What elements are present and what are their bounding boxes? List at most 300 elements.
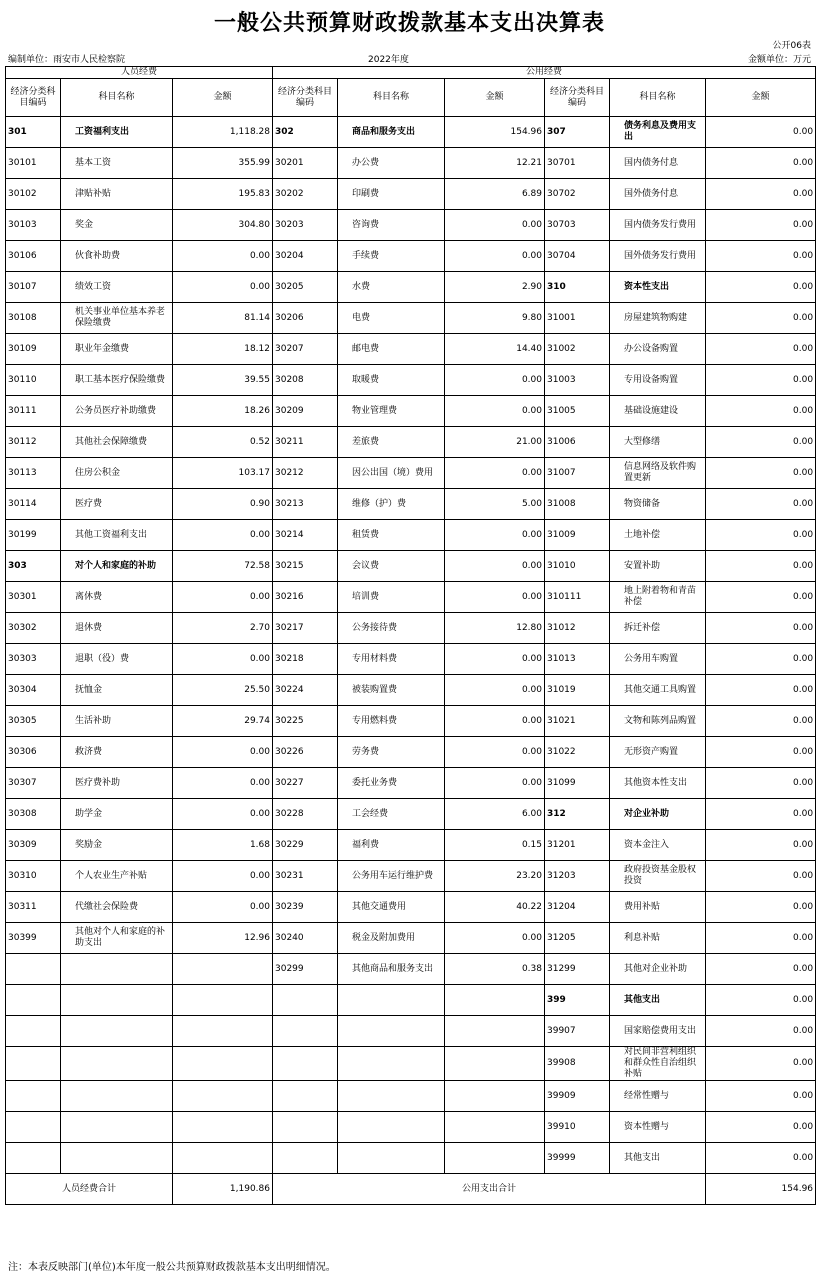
amount-cell: 6.00 — [445, 799, 545, 830]
amount-cell: 0.00 — [173, 644, 273, 675]
name-cell: 国外债务付息 — [610, 179, 706, 210]
name-cell — [61, 954, 173, 985]
table-row — [6, 241, 816, 272]
table-row — [6, 768, 816, 799]
code-cell — [6, 1016, 61, 1047]
amount-cell: 0.00 — [445, 520, 545, 551]
code-cell: 303 — [6, 551, 61, 582]
amount-cell: 0.00 — [445, 675, 545, 706]
amount-cell: 0.00 — [706, 892, 816, 923]
amount-cell: 304.80 — [173, 210, 273, 241]
name-cell: 维修（护）费 — [338, 489, 445, 520]
code-cell: 30215 — [273, 551, 338, 582]
amount-cell — [445, 1047, 545, 1081]
table-row — [6, 1081, 816, 1112]
name-cell: 劳务费 — [338, 737, 445, 768]
name-cell — [338, 1016, 445, 1047]
amount-cell: 1.68 — [173, 830, 273, 861]
amount-cell: 18.26 — [173, 396, 273, 427]
code-cell: 30106 — [6, 241, 61, 272]
table-row — [6, 582, 816, 613]
name-cell: 拆迁补偿 — [610, 613, 706, 644]
amount-cell: 0.00 — [706, 706, 816, 737]
amount-cell: 23.20 — [445, 861, 545, 892]
name-cell — [61, 1081, 173, 1112]
name-cell: 住房公积金 — [61, 458, 173, 489]
amount-cell: 0.00 — [706, 303, 816, 334]
amount-cell — [173, 1047, 273, 1081]
amount-cell: 0.00 — [706, 613, 816, 644]
name-cell: 其他社会保障缴费 — [61, 427, 173, 458]
table-row — [6, 923, 816, 954]
table-row — [6, 706, 816, 737]
name-cell: 专用燃料费 — [338, 706, 445, 737]
name-cell — [61, 1016, 173, 1047]
name-cell: 对民间非营利组织和群众性自治组织补贴 — [610, 1047, 706, 1081]
name-cell: 邮电费 — [338, 334, 445, 365]
code-cell: 31099 — [545, 768, 610, 799]
code-cell: 312 — [545, 799, 610, 830]
name-cell: 其他支出 — [610, 985, 706, 1016]
code-cell: 31003 — [545, 365, 610, 396]
amount-cell — [445, 1081, 545, 1112]
code-cell: 30212 — [273, 458, 338, 489]
code-cell: 310111 — [545, 582, 610, 613]
amount-cell: 0.00 — [706, 396, 816, 427]
name-cell: 工资福利支出 — [61, 117, 173, 148]
code-cell — [6, 954, 61, 985]
code-cell: 31012 — [545, 613, 610, 644]
name-cell: 取暖费 — [338, 365, 445, 396]
name-cell: 医疗费 — [61, 489, 173, 520]
table-row — [6, 861, 816, 892]
name-cell: 会议费 — [338, 551, 445, 582]
table-row — [6, 830, 816, 861]
code-cell: 30202 — [273, 179, 338, 210]
name-cell: 个人农业生产补贴 — [61, 861, 173, 892]
code-cell: 39910 — [545, 1112, 610, 1143]
table-row — [6, 303, 816, 334]
code-cell: 30226 — [273, 737, 338, 768]
amount-cell: 29.74 — [173, 706, 273, 737]
col-header-name: 科目名称 — [61, 79, 173, 117]
code-cell: 31021 — [545, 706, 610, 737]
table-row — [6, 1143, 816, 1174]
name-cell: 助学金 — [61, 799, 173, 830]
code-cell: 310 — [545, 272, 610, 303]
name-cell: 抚恤金 — [61, 675, 173, 706]
table-row — [6, 1047, 816, 1081]
amount-cell: 72.58 — [173, 551, 273, 582]
name-cell: 其他商品和服务支出 — [338, 954, 445, 985]
name-cell: 国家赔偿费用支出 — [610, 1016, 706, 1047]
public-total-label: 公用支出合计 — [273, 1174, 706, 1205]
name-cell: 电费 — [338, 303, 445, 334]
amount-cell: 12.96 — [173, 923, 273, 954]
amount-cell — [173, 1143, 273, 1174]
code-cell: 30308 — [6, 799, 61, 830]
amount-cell: 0.00 — [706, 427, 816, 458]
code-cell: 30199 — [6, 520, 61, 551]
table-row — [6, 892, 816, 923]
name-cell: 安置补助 — [610, 551, 706, 582]
code-cell: 31299 — [545, 954, 610, 985]
personnel-total-amount: 1,190.86 — [173, 1174, 273, 1205]
amount-cell: 0.00 — [445, 737, 545, 768]
code-cell: 30703 — [545, 210, 610, 241]
code-cell: 30228 — [273, 799, 338, 830]
name-cell: 绩效工资 — [61, 272, 173, 303]
name-cell: 奖金 — [61, 210, 173, 241]
name-cell: 培训费 — [338, 582, 445, 613]
name-cell: 其他对企业补助 — [610, 954, 706, 985]
code-cell: 30216 — [273, 582, 338, 613]
amount-cell — [173, 1112, 273, 1143]
code-cell: 30229 — [273, 830, 338, 861]
table-row — [6, 1112, 816, 1143]
code-cell — [273, 1143, 338, 1174]
code-cell: 31204 — [545, 892, 610, 923]
personnel-header: 人员经费 — [6, 67, 273, 79]
amount-cell: 0.00 — [706, 551, 816, 582]
name-cell: 资本性支出 — [610, 272, 706, 303]
name-cell: 国内债务付息 — [610, 148, 706, 179]
amount-cell: 0.00 — [445, 241, 545, 272]
name-cell: 职工基本医疗保险缴费 — [61, 365, 173, 396]
code-cell: 30217 — [273, 613, 338, 644]
name-cell: 商品和服务支出 — [338, 117, 445, 148]
name-cell: 专用材料费 — [338, 644, 445, 675]
amount-cell — [173, 1016, 273, 1047]
code-cell: 31203 — [545, 861, 610, 892]
amount-cell: 0.00 — [706, 489, 816, 520]
name-cell: 津贴补贴 — [61, 179, 173, 210]
amount-cell: 0.00 — [706, 768, 816, 799]
code-cell: 30306 — [6, 737, 61, 768]
code-cell: 30311 — [6, 892, 61, 923]
code-cell: 30399 — [6, 923, 61, 954]
name-cell: 无形资产购置 — [610, 737, 706, 768]
code-cell: 30109 — [6, 334, 61, 365]
code-cell: 30231 — [273, 861, 338, 892]
code-cell: 30701 — [545, 148, 610, 179]
name-cell: 公务接待费 — [338, 613, 445, 644]
amount-cell: 0.00 — [706, 644, 816, 675]
public-total-amount: 154.96 — [706, 1174, 816, 1205]
code-cell: 31001 — [545, 303, 610, 334]
table-row — [6, 210, 816, 241]
col-header-name: 科目名称 — [610, 79, 706, 117]
amount-cell: 0.00 — [706, 148, 816, 179]
name-cell: 物业管理费 — [338, 396, 445, 427]
table-row — [6, 117, 816, 148]
code-cell: 30240 — [273, 923, 338, 954]
amount-cell: 0.00 — [706, 241, 816, 272]
code-cell: 30211 — [273, 427, 338, 458]
name-cell — [61, 1047, 173, 1081]
name-cell: 差旅费 — [338, 427, 445, 458]
amount-cell: 0.00 — [445, 210, 545, 241]
amount-cell: 9.80 — [445, 303, 545, 334]
amount-cell: 0.00 — [445, 768, 545, 799]
code-cell: 30101 — [6, 148, 61, 179]
code-cell: 39907 — [545, 1016, 610, 1047]
code-cell: 30702 — [545, 179, 610, 210]
name-cell — [338, 1047, 445, 1081]
col-header-name: 科目名称 — [338, 79, 445, 117]
name-cell: 福利费 — [338, 830, 445, 861]
name-cell: 其他工资福利支出 — [61, 520, 173, 551]
amount-cell: 0.00 — [173, 272, 273, 303]
code-cell: 30204 — [273, 241, 338, 272]
amount-cell: 0.00 — [706, 1081, 816, 1112]
code-cell: 30704 — [545, 241, 610, 272]
amount-cell: 0.00 — [706, 210, 816, 241]
code-cell: 30213 — [273, 489, 338, 520]
code-cell: 30239 — [273, 892, 338, 923]
code-cell: 30310 — [6, 861, 61, 892]
name-cell: 对个人和家庭的补助 — [61, 551, 173, 582]
name-cell: 被装购置费 — [338, 675, 445, 706]
amount-cell — [173, 1081, 273, 1112]
code-cell: 31009 — [545, 520, 610, 551]
name-cell: 资本金注入 — [610, 830, 706, 861]
name-cell: 房屋建筑物购建 — [610, 303, 706, 334]
amount-cell: 0.00 — [445, 644, 545, 675]
amount-cell: 14.40 — [445, 334, 545, 365]
table-row — [6, 954, 816, 985]
table-row — [6, 985, 816, 1016]
code-cell: 30102 — [6, 179, 61, 210]
name-cell: 其他交通工具购置 — [610, 675, 706, 706]
amount-cell: 195.83 — [173, 179, 273, 210]
amount-cell: 0.00 — [173, 241, 273, 272]
amount-cell: 0.00 — [445, 582, 545, 613]
name-cell: 离休费 — [61, 582, 173, 613]
name-cell: 费用补贴 — [610, 892, 706, 923]
table-row — [6, 179, 816, 210]
table-row — [6, 396, 816, 427]
col-header-amount: 金额 — [706, 79, 816, 117]
code-cell: 399 — [545, 985, 610, 1016]
amount-cell: 355.99 — [173, 148, 273, 179]
amount-cell: 0.00 — [706, 1143, 816, 1174]
amount-cell: 0.00 — [706, 985, 816, 1016]
fiscal-year: 2022年度 — [368, 55, 409, 65]
name-cell: 委托业务费 — [338, 768, 445, 799]
amount-cell: 0.00 — [706, 861, 816, 892]
code-cell: 30225 — [273, 706, 338, 737]
name-cell: 其他对个人和家庭的补助支出 — [61, 923, 173, 954]
code-cell: 30209 — [273, 396, 338, 427]
code-cell: 39999 — [545, 1143, 610, 1174]
code-cell: 307 — [545, 117, 610, 148]
form-number: 公开06表 — [772, 41, 811, 51]
amount-cell: 0.90 — [173, 489, 273, 520]
name-cell: 办公费 — [338, 148, 445, 179]
code-cell — [6, 985, 61, 1016]
amount-cell: 2.90 — [445, 272, 545, 303]
name-cell: 代缴社会保险费 — [61, 892, 173, 923]
amount-cell: 0.00 — [706, 923, 816, 954]
name-cell: 物资储备 — [610, 489, 706, 520]
code-cell — [6, 1143, 61, 1174]
name-cell: 基本工资 — [61, 148, 173, 179]
page-title: 一般公共预算财政拨款基本支出决算表 — [213, 11, 605, 36]
code-cell: 30103 — [6, 210, 61, 241]
name-cell: 信息网络及软件购置更新 — [610, 458, 706, 489]
code-cell: 31022 — [545, 737, 610, 768]
amount-cell: 1,118.28 — [173, 117, 273, 148]
amount-cell — [445, 985, 545, 1016]
table-row — [6, 613, 816, 644]
code-cell: 30112 — [6, 427, 61, 458]
name-cell: 水费 — [338, 272, 445, 303]
name-cell: 生活补助 — [61, 706, 173, 737]
amount-cell: 0.00 — [706, 1047, 816, 1081]
code-cell: 302 — [273, 117, 338, 148]
code-cell: 31007 — [545, 458, 610, 489]
amount-cell — [173, 954, 273, 985]
name-cell: 债务利息及费用支出 — [610, 117, 706, 148]
table-row — [6, 365, 816, 396]
name-cell: 公务用车运行维护费 — [338, 861, 445, 892]
name-cell: 其他交通费用 — [338, 892, 445, 923]
code-cell — [6, 1047, 61, 1081]
table-row — [6, 148, 816, 179]
table-row — [6, 644, 816, 675]
code-cell — [6, 1112, 61, 1143]
name-cell: 咨询费 — [338, 210, 445, 241]
col-header-amount: 金额 — [445, 79, 545, 117]
amount-cell: 0.00 — [173, 768, 273, 799]
code-cell — [273, 1112, 338, 1143]
amount-cell — [445, 1016, 545, 1047]
code-cell: 31013 — [545, 644, 610, 675]
name-cell: 退休费 — [61, 613, 173, 644]
name-cell: 职业年金缴费 — [61, 334, 173, 365]
code-cell: 30307 — [6, 768, 61, 799]
amount-cell: 0.00 — [706, 830, 816, 861]
amount-cell: 0.00 — [445, 365, 545, 396]
name-cell: 利息补贴 — [610, 923, 706, 954]
name-cell: 专用设备购置 — [610, 365, 706, 396]
amount-cell — [445, 1143, 545, 1174]
code-cell: 30218 — [273, 644, 338, 675]
amount-cell — [445, 1112, 545, 1143]
name-cell: 机关事业单位基本养老保险缴费 — [61, 303, 173, 334]
amount-cell: 0.00 — [706, 582, 816, 613]
name-cell: 伙食补助费 — [61, 241, 173, 272]
compiling-unit: 编制单位：雨安市人民检察院 — [8, 55, 126, 65]
amount-cell: 0.00 — [706, 272, 816, 303]
code-cell: 31201 — [545, 830, 610, 861]
amount-cell: 0.00 — [173, 737, 273, 768]
name-cell: 租赁费 — [338, 520, 445, 551]
code-cell: 30108 — [6, 303, 61, 334]
name-cell — [61, 985, 173, 1016]
table-row — [6, 1016, 816, 1047]
name-cell: 工会经费 — [338, 799, 445, 830]
table-row — [6, 334, 816, 365]
amount-cell: 0.00 — [706, 737, 816, 768]
amount-cell: 0.00 — [173, 799, 273, 830]
table-row — [6, 520, 816, 551]
amount-cell: 21.00 — [445, 427, 545, 458]
name-cell: 国内债务发行费用 — [610, 210, 706, 241]
code-cell: 301 — [6, 117, 61, 148]
col-header-amount: 金额 — [173, 79, 273, 117]
amount-cell: 0.52 — [173, 427, 273, 458]
name-cell: 大型修缮 — [610, 427, 706, 458]
name-cell: 经常性赠与 — [610, 1081, 706, 1112]
name-cell: 救济费 — [61, 737, 173, 768]
name-cell: 其他资本性支出 — [610, 768, 706, 799]
amount-cell: 0.15 — [445, 830, 545, 861]
name-cell — [338, 1112, 445, 1143]
amount-cell: 40.22 — [445, 892, 545, 923]
amount-cell: 0.00 — [445, 396, 545, 427]
code-cell: 31010 — [545, 551, 610, 582]
amount-cell: 0.00 — [445, 551, 545, 582]
amount-cell: 6.89 — [445, 179, 545, 210]
expenditure-table — [5, 66, 816, 1205]
amount-cell: 12.80 — [445, 613, 545, 644]
amount-cell: 0.00 — [706, 365, 816, 396]
name-cell: 基础设施建设 — [610, 396, 706, 427]
name-cell: 手续费 — [338, 241, 445, 272]
amount-cell: 0.00 — [706, 675, 816, 706]
col-header-code: 经济分类科目编码 — [6, 79, 61, 117]
name-cell: 政府投资基金股权投资 — [610, 861, 706, 892]
code-cell: 30309 — [6, 830, 61, 861]
table-row — [6, 427, 816, 458]
code-cell — [273, 985, 338, 1016]
personnel-total-label: 人员经费合计 — [6, 1174, 173, 1205]
code-cell: 39909 — [545, 1081, 610, 1112]
code-cell: 30208 — [273, 365, 338, 396]
code-cell: 30206 — [273, 303, 338, 334]
amount-cell: 25.50 — [173, 675, 273, 706]
name-cell: 因公出国（境）费用 — [338, 458, 445, 489]
name-cell: 税金及附加费用 — [338, 923, 445, 954]
code-cell: 30205 — [273, 272, 338, 303]
name-cell: 国外债务发行费用 — [610, 241, 706, 272]
code-cell — [273, 1047, 338, 1081]
code-cell: 30305 — [6, 706, 61, 737]
amount-cell: 0.00 — [173, 520, 273, 551]
code-cell: 30203 — [273, 210, 338, 241]
code-cell: 30227 — [273, 768, 338, 799]
amount-cell — [173, 985, 273, 1016]
code-cell: 30114 — [6, 489, 61, 520]
code-cell: 31019 — [545, 675, 610, 706]
amount-cell: 0.00 — [173, 861, 273, 892]
name-cell: 公务用车购置 — [610, 644, 706, 675]
amount-cell: 0.00 — [445, 706, 545, 737]
amount-cell: 0.00 — [445, 458, 545, 489]
amount-cell: 39.55 — [173, 365, 273, 396]
amount-cell: 0.00 — [706, 799, 816, 830]
amount-cell: 0.00 — [173, 582, 273, 613]
code-cell: 30303 — [6, 644, 61, 675]
amount-cell: 0.00 — [706, 954, 816, 985]
amount-cell: 0.00 — [706, 520, 816, 551]
name-cell — [61, 1143, 173, 1174]
code-cell — [273, 1081, 338, 1112]
name-cell: 资本性赠与 — [610, 1112, 706, 1143]
amount-cell: 5.00 — [445, 489, 545, 520]
